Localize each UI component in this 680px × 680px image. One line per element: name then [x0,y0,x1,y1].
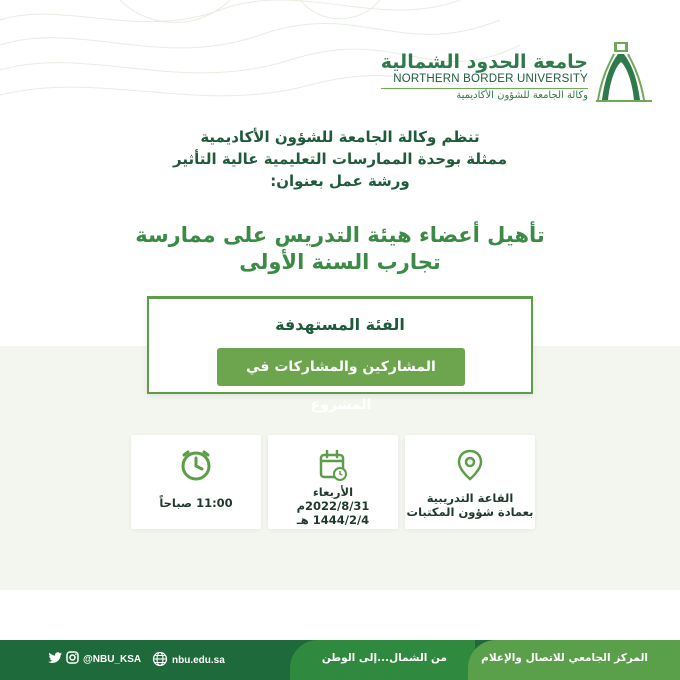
date-card [268,435,398,529]
location-pin-icon [405,449,535,481]
intro-text [0,126,680,192]
footer-slogan: من الشمال...إلى الوطن [321,652,447,664]
university-gate-logo-icon [596,40,652,108]
target-card-border [147,392,533,394]
date-hijri: 1444/2/4 هـ [296,513,370,527]
social-handle-text[interactable]: @NBU_KSA [83,653,142,665]
logo-english-name: NORTHERN BORDER UNIVERSITY [381,72,588,89]
footer-slogan-panel [290,640,475,680]
twitter-icon[interactable] [48,652,62,667]
university-logo [381,40,652,108]
footer-bar [0,640,680,680]
calendar-icon [268,449,398,481]
date-gregorian: 2022/8/31م [296,499,370,513]
target-audience-value: المشاركين والمشاركات في المشروع [217,348,465,386]
location-card [405,435,535,529]
website-text[interactable]: nbu.edu.sa [172,655,225,666]
target-audience-label: الفئة المستهدفة [275,315,405,334]
target-audience-card [147,296,533,413]
workshop-title [0,222,680,276]
clock-icon [131,449,261,483]
time-text: 11:00 صباحاً [159,496,233,510]
date-day: الأربعاء [312,485,354,499]
logo-department: وكالة الجامعة للشؤون الأكاديمية [456,90,588,101]
social-handle[interactable] [48,651,141,667]
intro-line-2: ممثلة بوحدة الممارسات التعليمية عالية التأثير [172,150,507,168]
intro-line-3: ورشة عمل بعنوان: [270,172,410,190]
globe-icon [152,651,168,670]
workshop-title-line-1: تأهيل أعضاء هيئة التدريس على ممارسة [135,223,545,247]
footer-center-panel [468,640,680,680]
footer-center-name: المركز الجامعي للاتصال والإعلام [481,652,648,664]
instagram-icon[interactable] [66,651,79,667]
website-link[interactable] [152,651,225,670]
time-card [131,435,261,529]
logo-arabic-name: جامعة الحدود الشمالية [380,51,588,73]
location-line-2: بعمادة شؤون المكتبات [406,505,534,519]
workshop-title-line-2: تجارب السنة الأولى [239,250,441,274]
intro-line-1: تنظم وكالة الجامعة للشؤون الأكاديمية [200,128,480,146]
location-line-1: القاعة التدريبية [426,491,514,505]
